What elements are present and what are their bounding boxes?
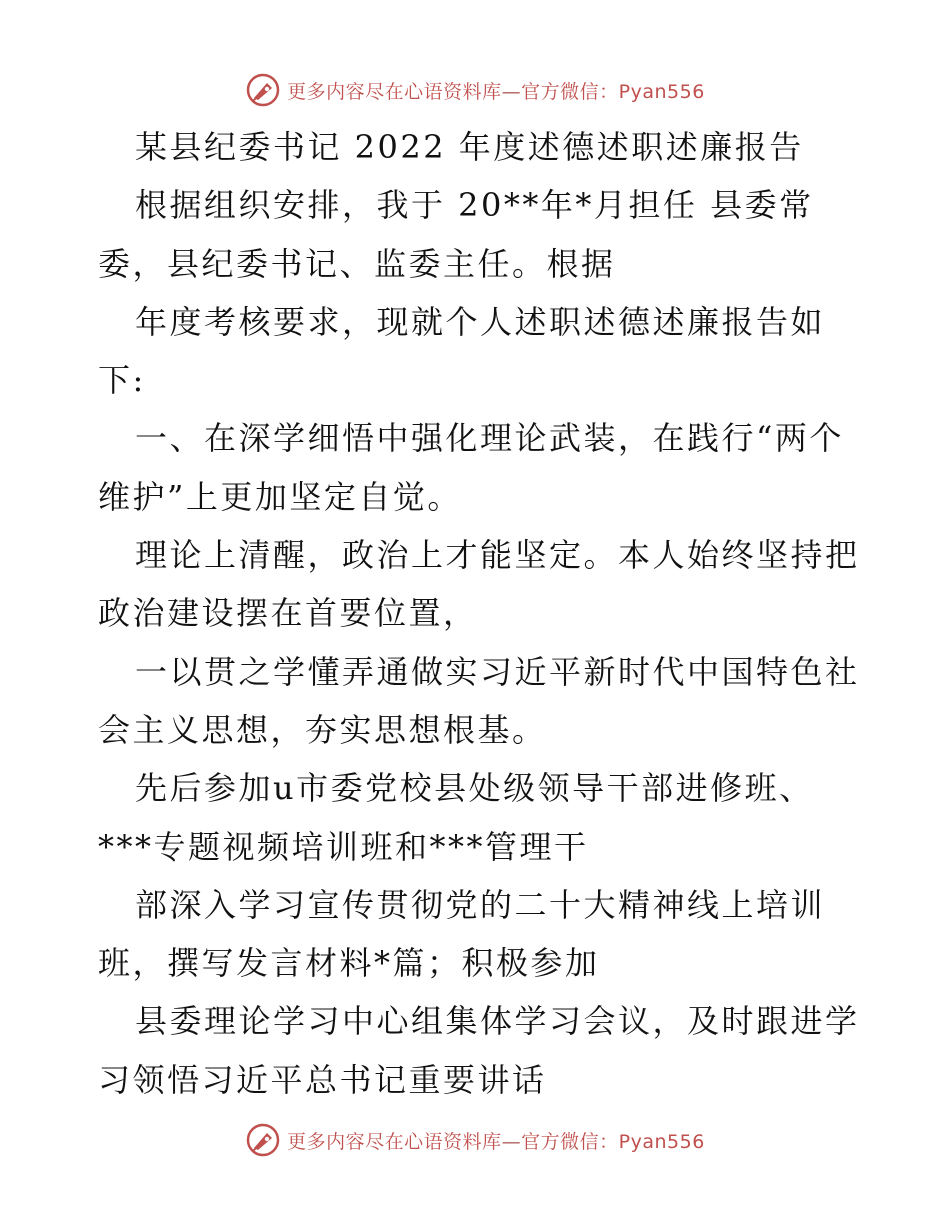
document-line: 一以贯之学懂弄通做实习近平新时代中国特色社 — [135, 652, 860, 691]
banner-dash: — — [501, 1130, 522, 1153]
document-line: 委，县纪委书记、监委主任。根据 — [98, 244, 616, 283]
banner-wechat: 官方微信：Pyan556 — [521, 80, 705, 103]
document-line: 某县纪委书记 2022 年度述德述职述廉报告 — [135, 128, 804, 166]
document-line: 年度考核要求，现就个人述职述德述廉报告如 — [135, 302, 826, 341]
document-line: 县委理论学习中心组集体学习会议，及时跟进学 — [135, 1002, 860, 1041]
document-line: 班，撰写发言材料*篇；积极参加 — [98, 944, 600, 983]
pen-nib-circle-icon — [245, 72, 281, 108]
document-line: 部深入学习宣传贯彻党的二十大精神线上培训 — [135, 885, 826, 924]
footer-banner — [0, 1120, 950, 1160]
document-line: 先后参加u市委党校县处级领导干部进修班、 — [135, 769, 814, 808]
document-line: 一、在深学细悟中强化理论武装，在践行“两个 — [135, 419, 844, 458]
document-body — [98, 118, 858, 1109]
banner-text — [287, 1127, 705, 1154]
document-line: 习领悟习近平总书记重要讲话 — [98, 1060, 547, 1099]
header-banner — [0, 70, 950, 110]
document-line: 下: — [98, 361, 146, 400]
document-line: ***专题视频培训班和***管理干 — [98, 827, 589, 866]
pen-nib-circle-icon — [245, 1122, 281, 1158]
banner-main: 更多内容尽在心语资料库 — [287, 1130, 502, 1153]
document-line: 会主义思想，夯实思想根基。 — [98, 710, 547, 749]
banner-main: 更多内容尽在心语资料库 — [287, 80, 502, 103]
banner-dash: — — [501, 80, 522, 103]
banner-wechat: 官方微信：Pyan556 — [521, 1130, 705, 1153]
document-line: 维护”上更加坚定自觉。 — [98, 477, 462, 516]
banner-text — [287, 77, 705, 104]
document-line: 政治建设摆在首要位置， — [98, 594, 478, 633]
document-line: 根据组织安排，我于 20**年*月担任 县委常 — [135, 186, 814, 225]
document-line: 理论上清醒，政治上才能坚定。本人始终坚持把 — [135, 536, 860, 575]
